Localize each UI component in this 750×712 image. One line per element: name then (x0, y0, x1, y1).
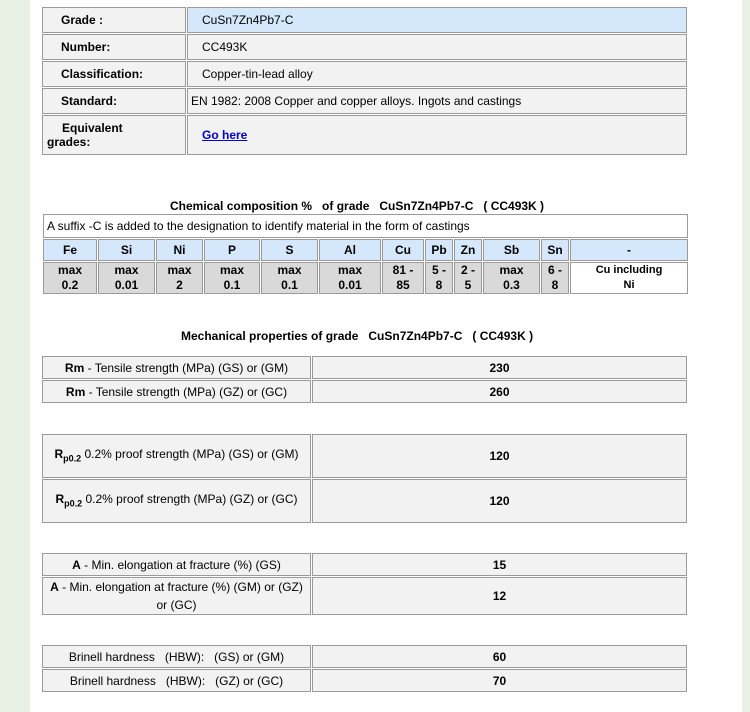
classification-row (42, 61, 687, 87)
hardness-desc: Brinell hardness (HBW): (GZ) or (GC) (42, 669, 311, 692)
classification-label: Classification: (42, 61, 186, 87)
element-header: Ni (156, 239, 203, 261)
element-value-line2: 0.1 (223, 278, 241, 292)
hardness-value: 70 (312, 669, 687, 692)
elongation-row (42, 553, 687, 576)
element-header: S (261, 239, 318, 261)
tensile-desc: Rm - Tensile strength (MPa) (GS) or (GM) (42, 356, 311, 379)
element-value (541, 262, 569, 294)
element-value-line2: 5 (464, 278, 472, 292)
element-value (43, 262, 97, 294)
element-header: Cu (382, 239, 424, 261)
element-header: Sb (483, 239, 540, 261)
tensile-value: 230 (312, 356, 687, 379)
element-value (425, 262, 453, 294)
grade-value: CuSn7Zn4Pb7-C (187, 7, 687, 33)
element-value (204, 262, 260, 294)
equivalent-label-line1: Equivalent (62, 121, 123, 135)
element-value (156, 262, 203, 294)
element-value-line2: 0.01 (338, 278, 362, 292)
equivalent-row (42, 115, 687, 155)
number-value: CC493K (187, 34, 687, 60)
classification-value: Copper-tin-lead alloy (187, 61, 687, 87)
element-value-line1: 81 - (392, 263, 414, 277)
element-value-line2: 85 (396, 278, 410, 292)
element-header: - (570, 239, 688, 261)
element-header: Fe (43, 239, 97, 261)
element-header: P (204, 239, 260, 261)
grade-info-table (41, 6, 688, 156)
element-value (261, 262, 318, 294)
element-value-line1: max (337, 263, 363, 277)
proof-value: 120 (312, 479, 687, 523)
number-row (42, 34, 687, 60)
element-value-line2: 0.01 (114, 278, 139, 292)
chemical-composition-caption: Chemical composition % of grade CuSn7Zn4Pb7-C ( CC493K ) (170, 199, 545, 213)
standard-row (42, 88, 687, 114)
equivalent-label (42, 115, 186, 155)
proof-value: 120 (312, 434, 687, 478)
elongation-desc: A - Min. elongation at fracture (%) (GM) or (GZ) or (GC) (42, 577, 311, 615)
element-value (483, 262, 540, 294)
hardness-row (42, 669, 687, 692)
element-value-line1: Cu including (595, 264, 663, 276)
element-value-line1: max (167, 263, 192, 277)
element-value-line1: 6 - (547, 263, 562, 277)
element-value-line2: 0.3 (503, 278, 520, 292)
standard-value: EN 1982: 2008 Copper and copper alloys. Ingots and castings (187, 88, 687, 114)
tensile-value: 260 (312, 380, 687, 403)
castings-suffix-note: A suffix -C is added to the designation to identify material in the form of castings (43, 214, 688, 238)
element-value-line2: 2 (176, 278, 183, 292)
hardness-table (41, 644, 688, 693)
element-header-row (43, 239, 688, 261)
element-header: Si (98, 239, 155, 261)
element-value-line2: 8 (551, 278, 559, 292)
element-value (454, 262, 482, 294)
proof-strength-table (41, 433, 688, 524)
element-value-line1: 2 - (460, 263, 475, 277)
tensile-row (42, 380, 687, 403)
tensile-desc: Rm - Tensile strength (MPa) (GZ) or (GC) (42, 380, 311, 403)
element-header: Zn (454, 239, 482, 261)
tensile-row (42, 356, 687, 379)
element-value-line2: 0.1 (281, 278, 298, 292)
element-value (319, 262, 381, 294)
element-header: Sn (541, 239, 569, 261)
element-value-line2: Ni (623, 279, 635, 291)
element-value-line1: max (114, 263, 139, 277)
grade-label: Grade : (42, 7, 186, 33)
tensile-strength-table (41, 355, 688, 404)
element-value-line1: 5 - (431, 263, 446, 277)
element-header: Al (319, 239, 381, 261)
elongation-value: 12 (312, 577, 687, 615)
element-value-line1: max (499, 263, 524, 277)
proof-desc: $R_{p0.2}$ 0.2% proof strength (MPa) (GS) or (GM) (42, 434, 311, 478)
proof-row (42, 479, 687, 523)
equivalent-value (187, 115, 687, 155)
grade-row (42, 7, 687, 33)
element-value (570, 262, 688, 294)
element-value-line2: 0.2 (61, 278, 79, 292)
element-value (382, 262, 424, 294)
element-value-line2: 8 (435, 278, 443, 292)
elongation-table (41, 552, 688, 616)
element-value-line1: max (219, 263, 245, 277)
go-here-link[interactable]: Go here (202, 128, 248, 142)
chemical-composition-table (42, 213, 689, 295)
number-label: Number: (42, 34, 186, 60)
element-value (98, 262, 155, 294)
elongation-row (42, 577, 687, 615)
element-value-line1: max (57, 263, 83, 277)
hardness-value: 60 (312, 645, 687, 668)
proof-desc: $R_{p0.2}$ 0.2% proof strength (MPa) (GZ) or (GC) (42, 479, 311, 523)
element-value-line1: max (277, 263, 302, 277)
element-header: Pb (425, 239, 453, 261)
element-value-row (43, 262, 688, 294)
hardness-desc: Brinell hardness (HBW): (GS) or (GM) (42, 645, 311, 668)
hardness-row (42, 645, 687, 668)
elongation-desc: A - Min. elongation at fracture (%) (GS) (42, 553, 311, 576)
mechanical-properties-caption: Mechanical properties of grade CuSn7Zn4Pb7-C ( CC493K ) (181, 329, 534, 343)
proof-row (42, 434, 687, 478)
elongation-value: 15 (312, 553, 687, 576)
equivalent-label-line2: grades: (47, 135, 91, 149)
content-sheet (30, 0, 742, 712)
standard-label: Standard: (42, 88, 186, 114)
